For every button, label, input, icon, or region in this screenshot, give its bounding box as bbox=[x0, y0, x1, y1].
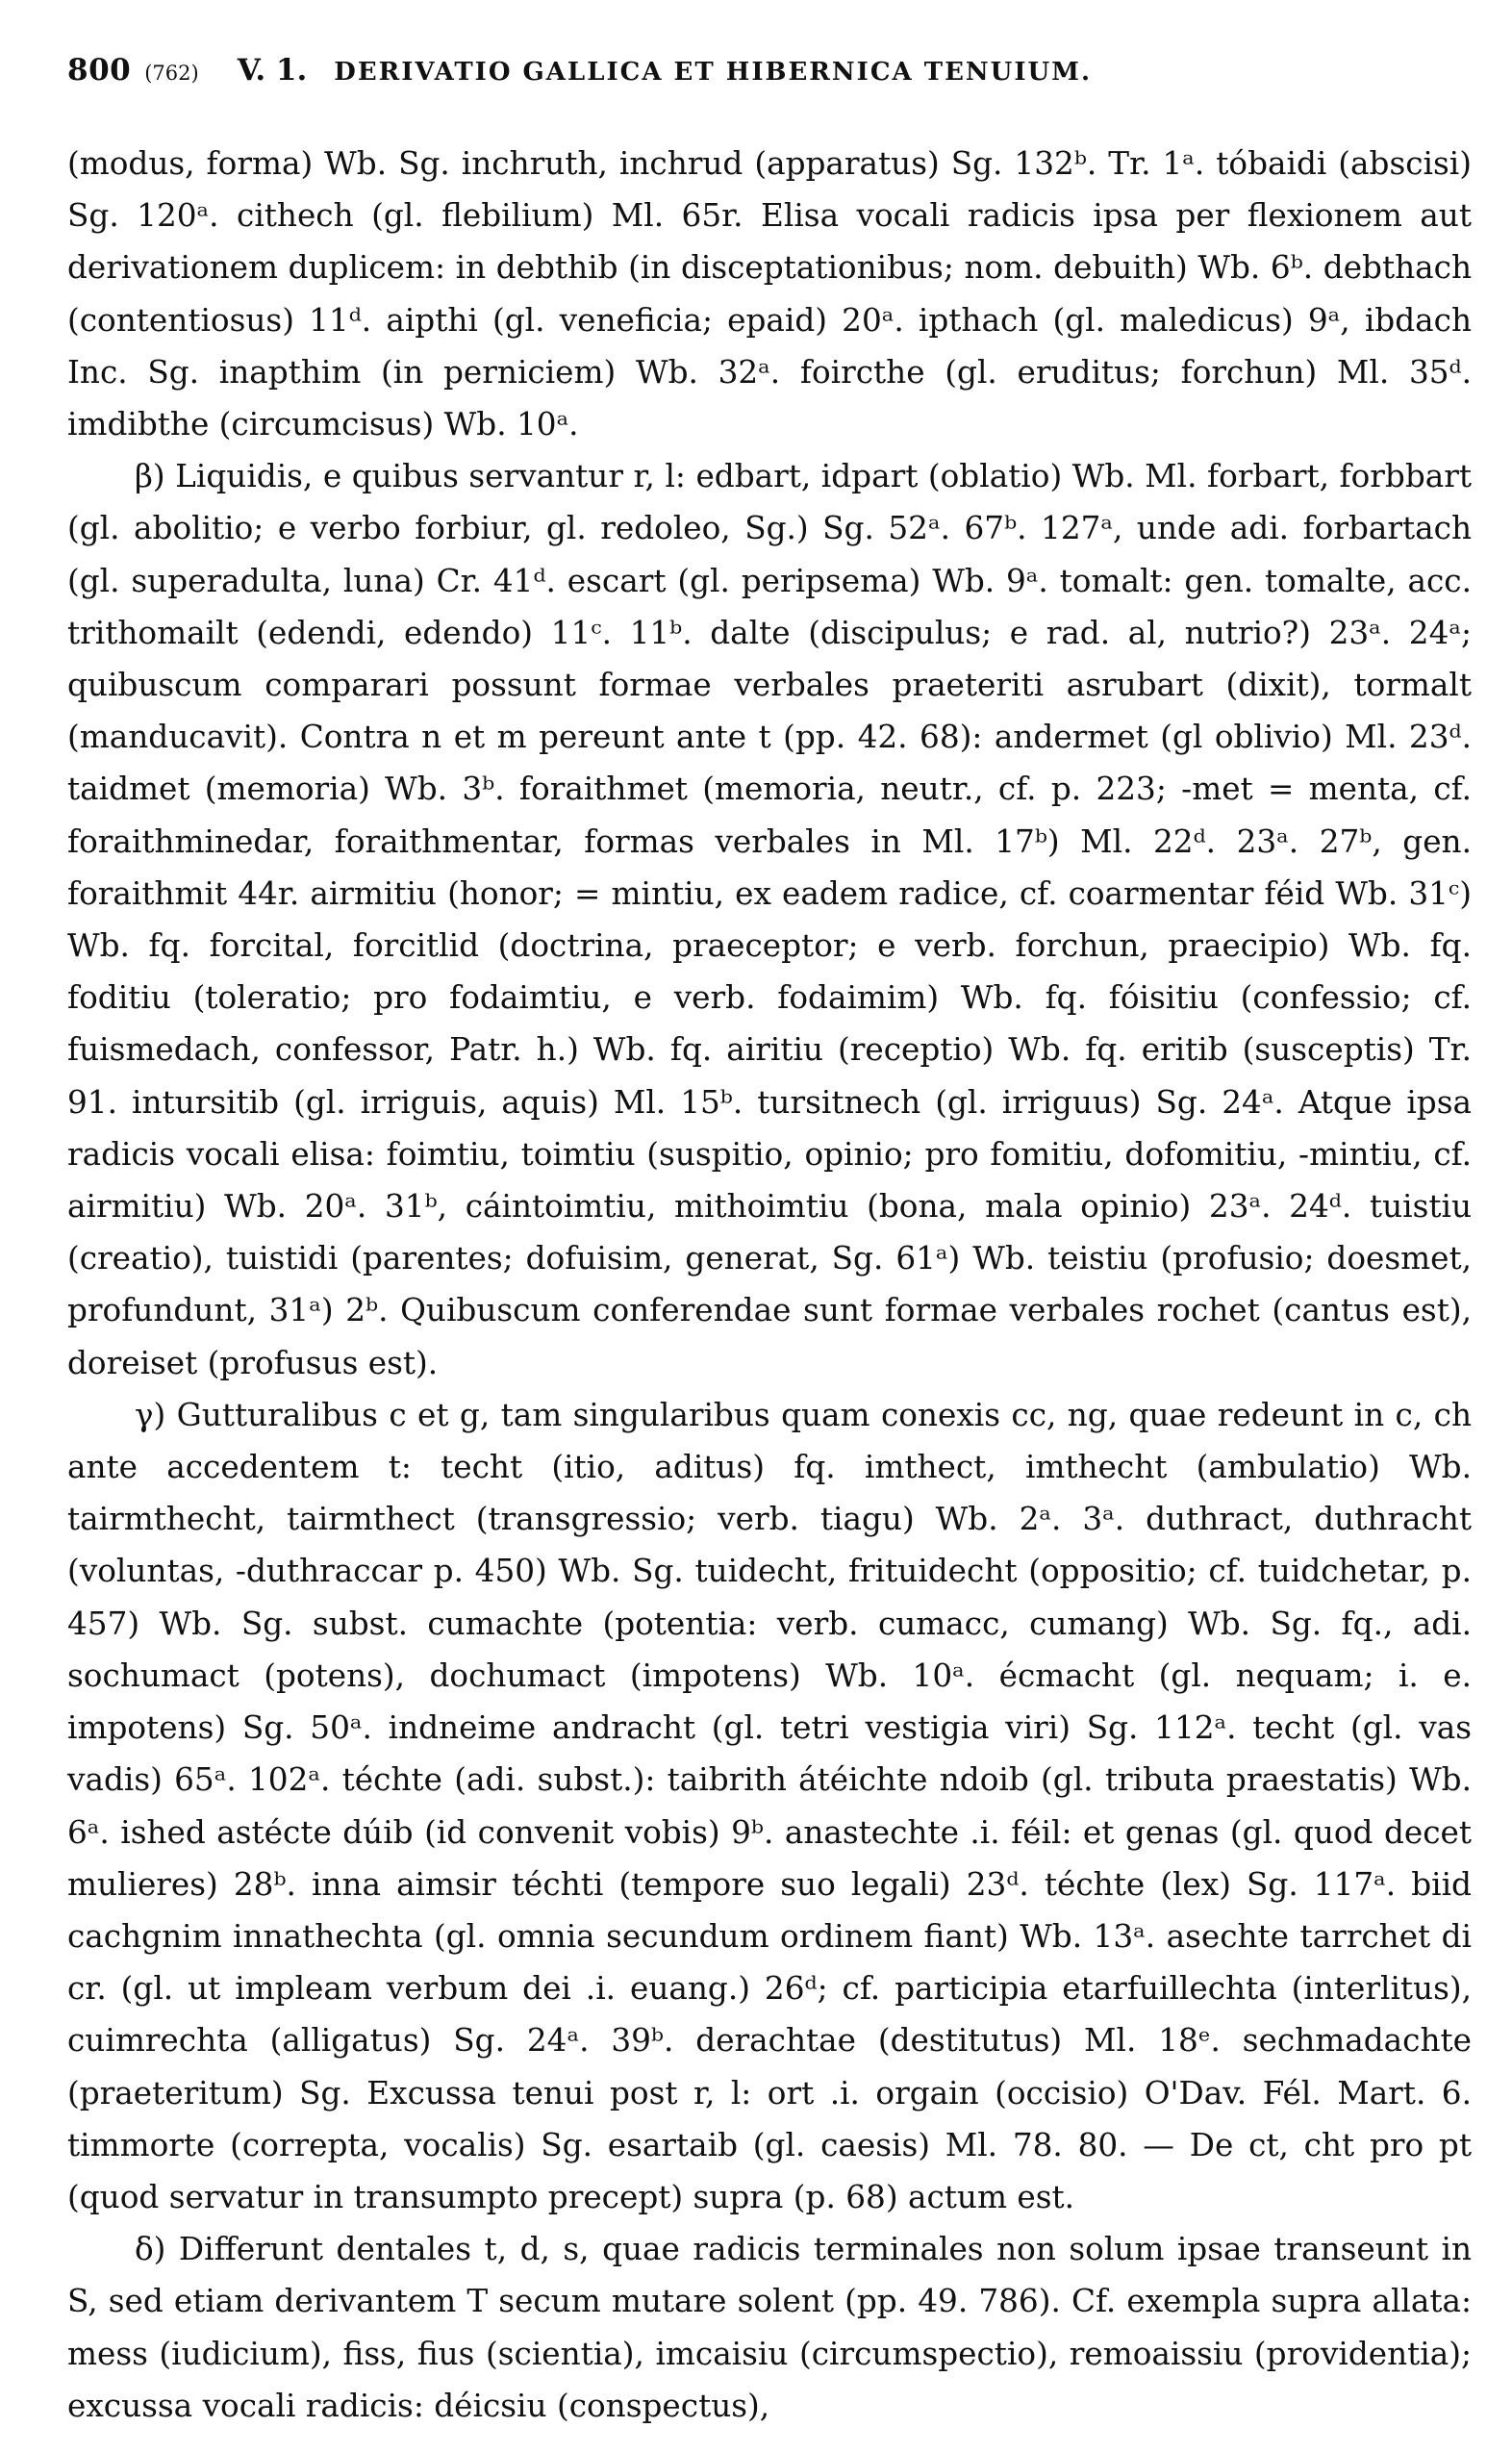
paragraph-gamma: γ) Gutturalibus c et g, tam singularibus quam conexis cc, ng, quae redeunt in c, ch ante accedentem t: techt (itio, aditus) fq. imthect, imthecht (ambulatio) Wb. tairmthecht, tairmthect (transgressio; verb. tiagu) Wb. 2ᵃ. 3ᵃ. duthract, duthracht (voluntas, -duthraccar p. 450) Wb. Sg. tuidecht, frituidecht (oppositio; cf. tuidchetar, p. 457) Wb. Sg. subst. cumachte (potentia: verb. cumacc, cumang) Wb. Sg. fq., adi. sochumact (potens), dochumact (impotens) Wb. 10ᵃ. écmacht (gl. nequam; i. e. impotens) Sg. 50ᵃ. indneime andracht (gl. tetri vestigia viri) Sg. 112ᵃ. techt (gl. vas vadis) 65ᵃ. 102ᵃ. téchte (adi. subst.): taibrith átéichte ndoib (gl. tributa praestatis) Wb. 6ᵃ. ished astécte dúib (id convenit vobis) 9ᵇ. anastechte .i. féil: et genas (gl. quod decet mulieres) 28ᵇ. inna aimsir téchti (tempore suo legali) 23ᵈ. téchte (lex) Sg. 117ᵃ. biid cachgnim innathechta (gl. omnia secundum ordinem fiant) Wb. 13ᵃ. asechte tarrchet di cr. (gl. ut impleam verbum dei .i. euang.) 26ᵈ; cf. participia etarfuillechta (interlitus), cuimrechta (alligatus) Sg. 24ᵃ. 39ᵇ. derachtae (destitutus) Ml. 18ᵉ. sechmadachte (praeteritum) Sg. Excussa tenui post r, l: ort .i. orgain (occisio) O'Dav. Fél. Mart. 6. timmorte (correpta, vocalis) Sg. esartaib (gl. caesis) Ml. 78. 80. — De ct, cht pro pt (quod servatur in transumpto precept) supra (p. 68) actum est. bbox=[67, 1396, 1472, 2215]
paragraph-beta: β) Liquidis, e quibus servantur r, l: edbart, idpart (oblatio) Wb. Ml. forbart, forbbart (gl. abolitio; e verbo forbiur, gl. redoleo, Sg.) Sg. 52ᵃ. 67ᵇ. 127ᵃ, unde adi. forbartach (gl. superadulta, luna) Cr. 41ᵈ. escart (gl. peripsema) Wb. 9ᵃ. tomalt: gen. tomalte, acc. trithomailt (edendi, edendo) 11ᶜ. 11ᵇ. dalte (discipulus; e rad. al, nutrio?) 23ᵃ. 24ᵃ; quibuscum comparari possunt formae verbales praeteriti asrubart (dixit), tormalt (manducavit). Contra n et m pereunt ante t (pp. 42. 68): andermet (gl oblivio) Ml. 23ᵈ. taidmet (memoria) Wb. 3ᵇ. foraithmet (memoria, neutr., cf. p. 223; -met = menta, cf. foraithminedar, foraithmentar, formas verbales in Ml. 17ᵇ) Ml. 22ᵈ. 23ᵃ. 27ᵇ, gen. foraithmit 44r. airmitiu (honor; = mintiu, ex eadem radice, cf. coarmentar féid Wb. 31ᶜ) Wb. fq. forcital, forcitlid (doctrina, praeceptor; e verb. forchun, praecipio) Wb. fq. foditiu (toleratio; pro fodaimtiu, e verb. fodaimim) Wb. fq. fóisitiu (confessio; cf. fuismedach, confessor, Patr. h.) Wb. fq. airitiu (receptio) Wb. fq. eritib (susceptis) Tr. 91. intursitib (gl. irriguis, aquis) Ml. 15ᵇ. tursitnech (gl. irriguus) Sg. 24ᵃ. Atque ipsa radicis vocali elisa: foimtiu, toimtiu (suspitio, opinio; pro fomitiu, dofomitiu, -mintiu, cf. airmitiu) Wb. 20ᵃ. 31ᵇ, cáintoimtiu, mithoimtiu (bona, mala opinio) 23ᵃ. 24ᵈ. tuistiu (creatio), tuistidi (parentes; dofuisim, generat, Sg. 61ᵃ) Wb. teistiu (profusio; doesmet, profundunt, 31ᵃ) 2ᵇ. Quibuscum conferendae sunt formae verbales rochet (cantus est), doreiset (profusus est). bbox=[67, 458, 1472, 1381]
old-page-number: (762) bbox=[144, 62, 199, 85]
running-header bbox=[67, 53, 1472, 111]
section-number: V. 1. bbox=[237, 53, 308, 88]
page bbox=[67, 53, 1472, 2432]
paragraph-continued: (modus, forma) Wb. Sg. inchruth, inchrud (apparatus) Sg. 132ᵇ. Tr. 1ᵃ. tóbaidi (abscisi) Sg. 120ᵃ. cithech (gl. flebilium) Ml. 65r. Elisa vocali radicis ipsa per flexionem aut derivationem duplicem: in debthib (in disceptationibus; nom. debuith) Wb. 6ᵇ. debthach (contentiosus) 11ᵈ. aipthi (gl. veneficia; epaid) 20ᵃ. ipthach (gl. maledicus) 9ᵃ, ibdach Inc. Sg. inapthim (in perniciem) Wb. 32ᵃ. foircthe (gl. eruditus; forchun) Ml. 35ᵈ. imdibthe (circumcisus) Wb. 10ᵃ. bbox=[67, 145, 1472, 443]
paragraph-delta: δ) Differunt dentales t, d, s, quae radicis terminales non solum ipsae transeunt in S, sed etiam derivantem T secum mutare solent (pp. 49. 786). Cf. exempla supra allata: mess (iudicium), fiss, fius (scientia), imcaisiu (circumspectio), remoaissiu (providentia); excussa vocali radicis: déicsiu (conspectus), bbox=[67, 2231, 1472, 2424]
body-text bbox=[67, 138, 1472, 2432]
running-title: DERIVATIO GALLICA ET HIBERNICA TENUIUM. bbox=[334, 58, 1093, 87]
page-number: 800 bbox=[67, 53, 132, 88]
